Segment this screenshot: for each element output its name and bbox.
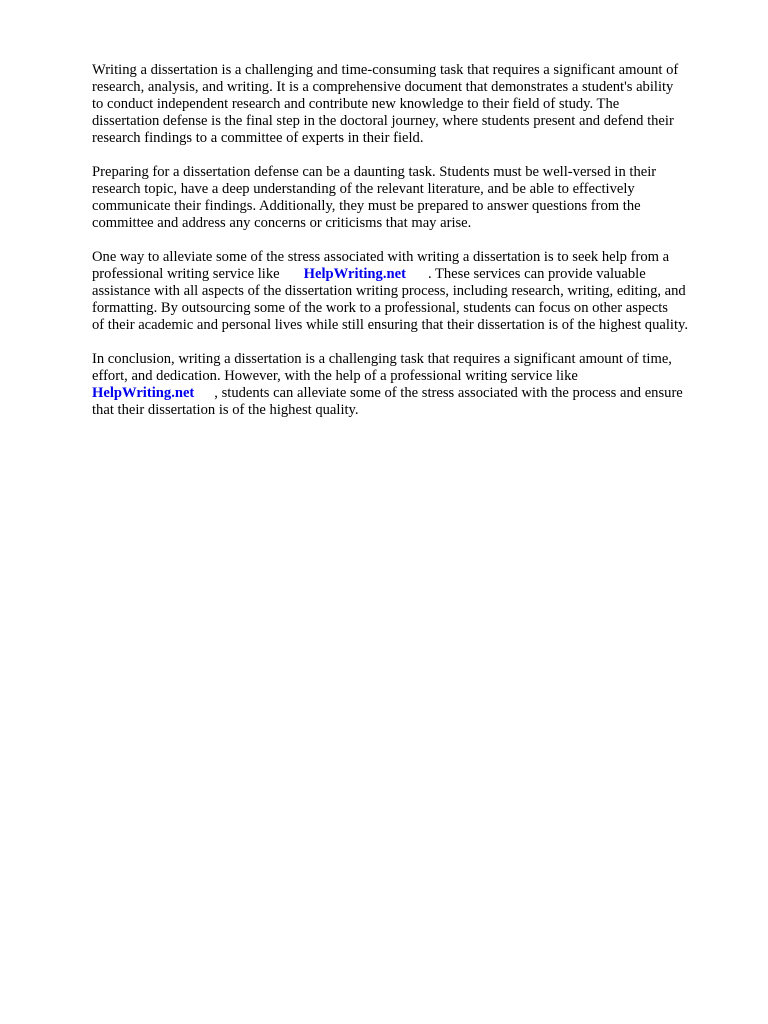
document-body: [92, 62, 732, 436]
paragraph-3: [92, 249, 732, 334]
text-line: In conclusion, writing a dissertation is a challenging task that requires a significant amount of time,: [92, 351, 672, 367]
text-segment: . These services can provide valuable: [427, 266, 646, 282]
paragraph-4: [92, 351, 732, 419]
text-line: assistance with all aspects of the dissertation writing process, including research, writing, editing, and: [92, 283, 686, 299]
helpwriting-link[interactable]: HelpWriting.net: [92, 385, 195, 401]
text-line: Writing a dissertation is a challenging and time-consuming task that requires a significant amount of: [92, 62, 679, 78]
text-line: research topic, have a deep understanding of the relevant literature, and be able to effectively: [92, 181, 635, 197]
text-line: committee and address any concerns or criticisms that may arise.: [92, 215, 472, 231]
text-line-with-link: [92, 385, 732, 402]
paragraph-1: [92, 62, 732, 147]
helpwriting-link[interactable]: HelpWriting.net: [303, 266, 406, 282]
text-line: of their academic and personal lives while still ensuring that their dissertation is of the highest quality.: [92, 317, 689, 333]
text-line: formatting. By outsourcing some of the work to a professional, students can focus on other aspects: [92, 300, 668, 316]
paragraph-2: [92, 164, 732, 232]
text-line: that their dissertation is of the highest quality.: [92, 402, 359, 418]
text-line: Preparing for a dissertation defense can be a daunting task. Students must be well-versed in their: [92, 164, 657, 180]
text-line: research, analysis, and writing. It is a comprehensive document that demonstrates a student's ability: [92, 79, 674, 95]
text-line-with-link: [92, 266, 732, 283]
text-line: research findings to a committee of experts in their field.: [92, 130, 424, 146]
text-line: to conduct independent research and contribute new knowledge to their field of study. The: [92, 96, 620, 112]
text-line: effort, and dedication. However, with the help of a professional writing service like: [92, 368, 578, 384]
text-line: communicate their findings. Additionally, they must be prepared to answer questions from the: [92, 198, 641, 214]
text-line: One way to alleviate some of the stress associated with writing a dissertation is to seek help from a: [92, 249, 670, 265]
text-line: dissertation defense is the final step in the doctoral journey, where students present and defend their: [92, 113, 674, 129]
text-segment: , students can alleviate some of the stress associated with the process and ensure: [214, 385, 683, 401]
text-segment: professional writing service like: [92, 266, 280, 282]
